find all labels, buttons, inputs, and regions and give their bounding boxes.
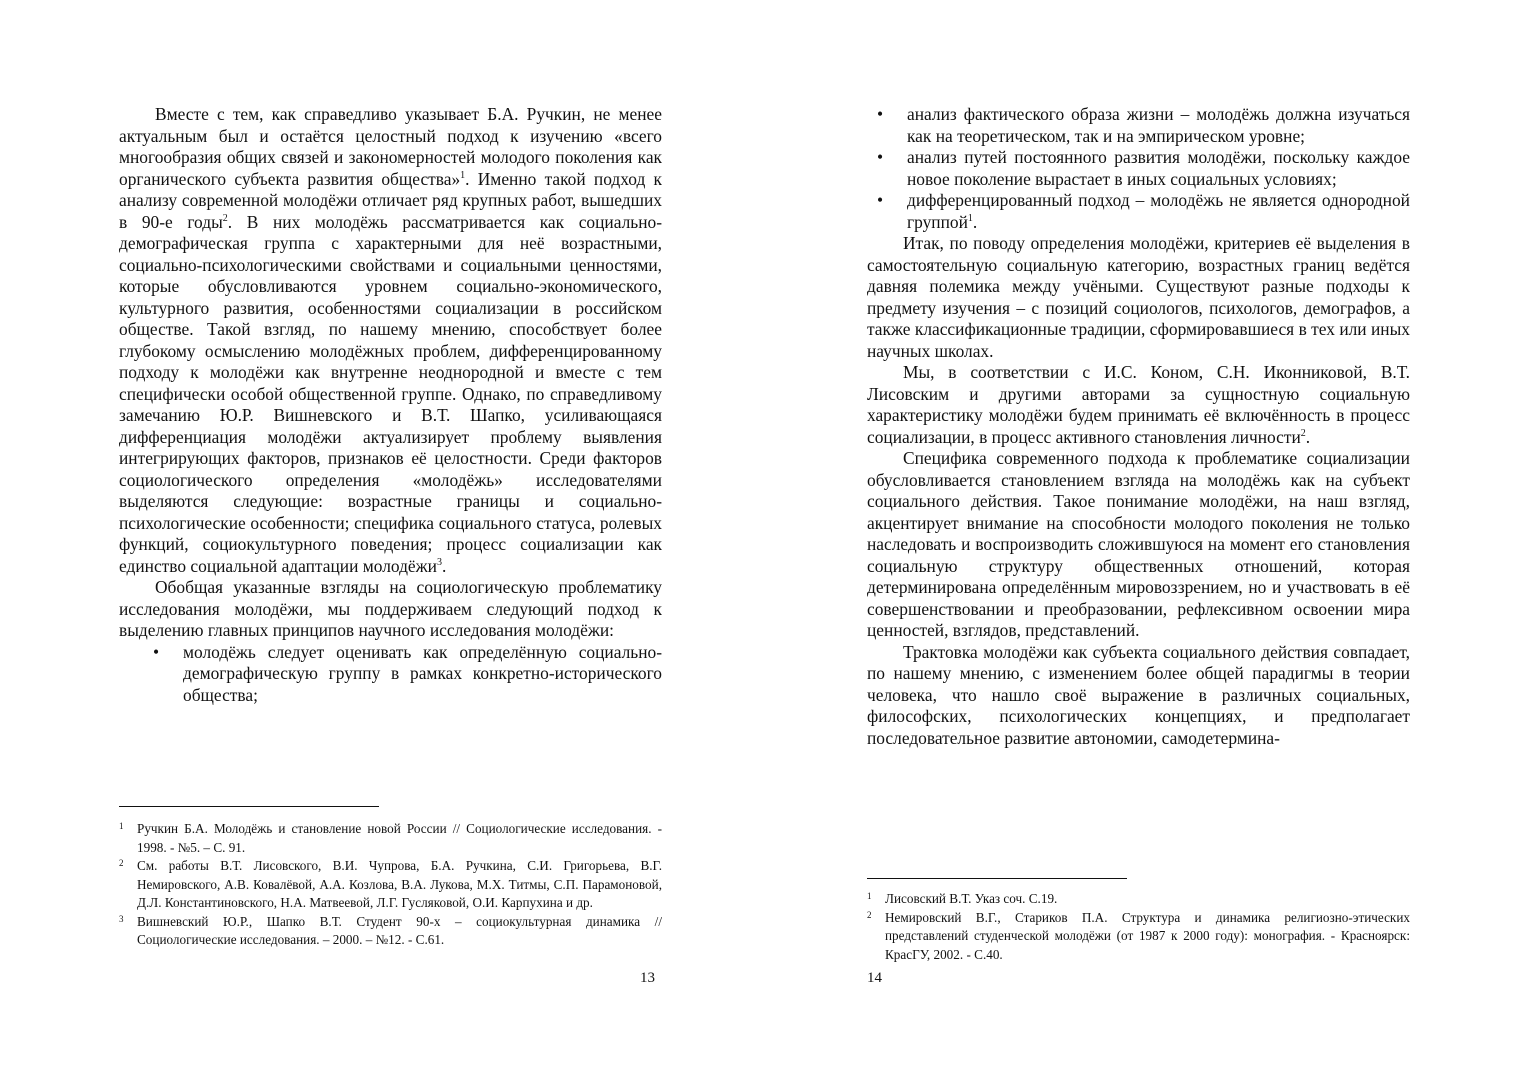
footnote-divider xyxy=(119,806,379,807)
right-paragraph-1: Итак, по поводу определения молодёжи, критериев её выделения в самостоятельную социальную категорию, возрастных границ ведётся давняя полемика между учёными. Существуют разные подходы к предмету изучения – с позиций социологов, психологов, демографов, а также классификационные традиции, сформировавшиеся в тех или иных научных школах. xyxy=(867,233,1410,361)
page-number-left: 13 xyxy=(640,970,655,986)
bullet-icon: • xyxy=(877,104,884,124)
footnote-3: 3 Вишневский Ю.Р., Шапко В.Т. Студент 90-х – социокультурная динамика // Социологические исследования. – 2000. – №12. - С.61. xyxy=(119,913,662,947)
list-item: • анализ фактического образа жизни – молодёжь должна изучаться как на теоретическом, так и на эмпирическом уровне; xyxy=(877,104,1410,146)
list-item: • молодёжь следует оценивать как определённую социально-демографическую группу в рамках конкретно-исторического общества; xyxy=(153,641,662,705)
bullet-icon: • xyxy=(877,147,884,167)
left-paragraph-2: Обобщая указанные взгляды на социологическую проблематику исследования молодёжи, мы поддерживаем следующий подход к выделению главных принципов научного исследования молодёжи: xyxy=(119,577,662,640)
right-paragraph-3: Специфика современного подхода к проблематике социализации обусловливается становлением взгляда на молодёжь как на субъект социального действия. Такое понимание молодёжи, на наш взгляд, акцентирует внимание на способности молодого поколения не только наследовать и воспроизводить сложившуюся на момент его становления социальную структуру общественных отношений, которая детерминирована определённым мировоззрением, но и участвовать в её совершенствовании и преобразовании, рефлексивном освоении мира ценностей, взглядов, представлений. xyxy=(867,448,1410,640)
footnote-ref-2: 2 xyxy=(1300,427,1306,439)
footnote-ref-1: 1 xyxy=(460,169,466,181)
page-number-right: 14 xyxy=(867,970,882,986)
bullet-icon: • xyxy=(877,190,884,210)
footnote-1: 1 Лисовский В.Т. Указ соч. С.19. xyxy=(867,891,1058,906)
right-bullet-list xyxy=(867,104,1410,233)
right-footnotes xyxy=(867,890,1410,964)
left-footnotes xyxy=(119,820,662,950)
footnote-divider xyxy=(867,878,1127,879)
right-paragraph-2: Мы, в соответствии с И.С. Коном, С.Н. Иконниковой, В.Т. Лисовским и другими авторами за сущностную социальную характеристику молодёжи будем принимать её включённость в процесс социализации, в процесс активного становления личности$^2$. xyxy=(867,362,1410,447)
footnote-ref-2: 2 xyxy=(222,212,228,224)
footnote-2: 2 См. работы В.Т. Лисовского, В.И. Чупрова, Б.А. Ручкина, С.И. Григорьева, В.Г. Немировского, А.В. Ковалёвой, А.А. Козлова, В.А. Лукова, М.Х. Титмы, С.П. Парамоновой, Д.Л. Константиновского, Н.А. Матвеевой, Л.Г. Гусляковой, О.И. Карпухина и др. xyxy=(119,858,662,910)
footnote-2: 2 Немировский В.Г., Стариков П.А. Структура и динамика религиозно-этических представлений студенческой молодёжи (от 1987 к 2000 году): монография. - Красноярск: КрасГУ, 2002. - С.40. xyxy=(867,909,1410,962)
list-item: • анализ путей постоянного развития молодёжи, поскольку каждое новое поколение вырастает в иных социальных условиях; xyxy=(877,147,1410,189)
right-page xyxy=(867,104,1410,749)
right-paragraph-4: Трактовка молодёжи как субъекта социального действия совпадает, по нашему мнению, с изменением более общей парадигмы в теории человека, что нашло своё выражение в различных социальных, философских, психологических концепциях, и предполагает последовательное развитие автономии, самодетермина- xyxy=(867,641,1410,748)
left-bullet-list xyxy=(119,642,662,707)
bullet-icon: • xyxy=(153,641,160,662)
left-paragraph-1: Вместе с тем, как справедливо указывает Б.А. Ручкин, не менее актуальным был и остаётся целостный подход к изучению «всего многообразия общих связей и закономерностей молодого поколения как органического субъекта развития общества»$^1$. Именно такой подход к анализу современной молодёжи отличает ряд крупных работ, вышедших в 90-е годы$^2$. В них молодёжь рассматривается как социально-демографическая группа с характерными для неё возрастными, социально-психологическими свойствами и социальными ценностями, которые обусловливаются уровнем социально-экономического, культурного развития, особенностями социализации в российском обществе. Такой взгляд, по нашему мнению, способствует более глубокому осмыслению молодёжных проблем, дифференцированному подходу к молодёжи как внутренне неоднородной и вместе с тем специфически особой общественной группе. Однако, по справедливому замечанию Ю.Р. Вишневского и В.Т. Шапко, усиливающаяся дифференциация молодёжи актуализирует проблему выявления интегрирующих факторов, признаков её целостности. Среди факторов социологического определения «молодёжь» исследователями выделяются следующие: возрастные границы и социально-психологические особенности; специфика социального статуса, ролевых функций, социокультурного поведения; процесс социализации как единство социальной адаптации молодёжи$^3$. xyxy=(119,104,663,576)
footnote-ref-3: 3 xyxy=(436,556,442,568)
list-item: • дифференцированный подход – молодёжь не является однородной группой$^1$. xyxy=(877,190,1410,232)
left-page xyxy=(119,104,662,706)
footnote-ref-1: 1 xyxy=(967,212,973,224)
footnote-1: 1 Ручкин Б.А. Молодёжь и становление новой России // Социологические исследования. - 1998. - №5. – С. 91. xyxy=(119,821,662,855)
